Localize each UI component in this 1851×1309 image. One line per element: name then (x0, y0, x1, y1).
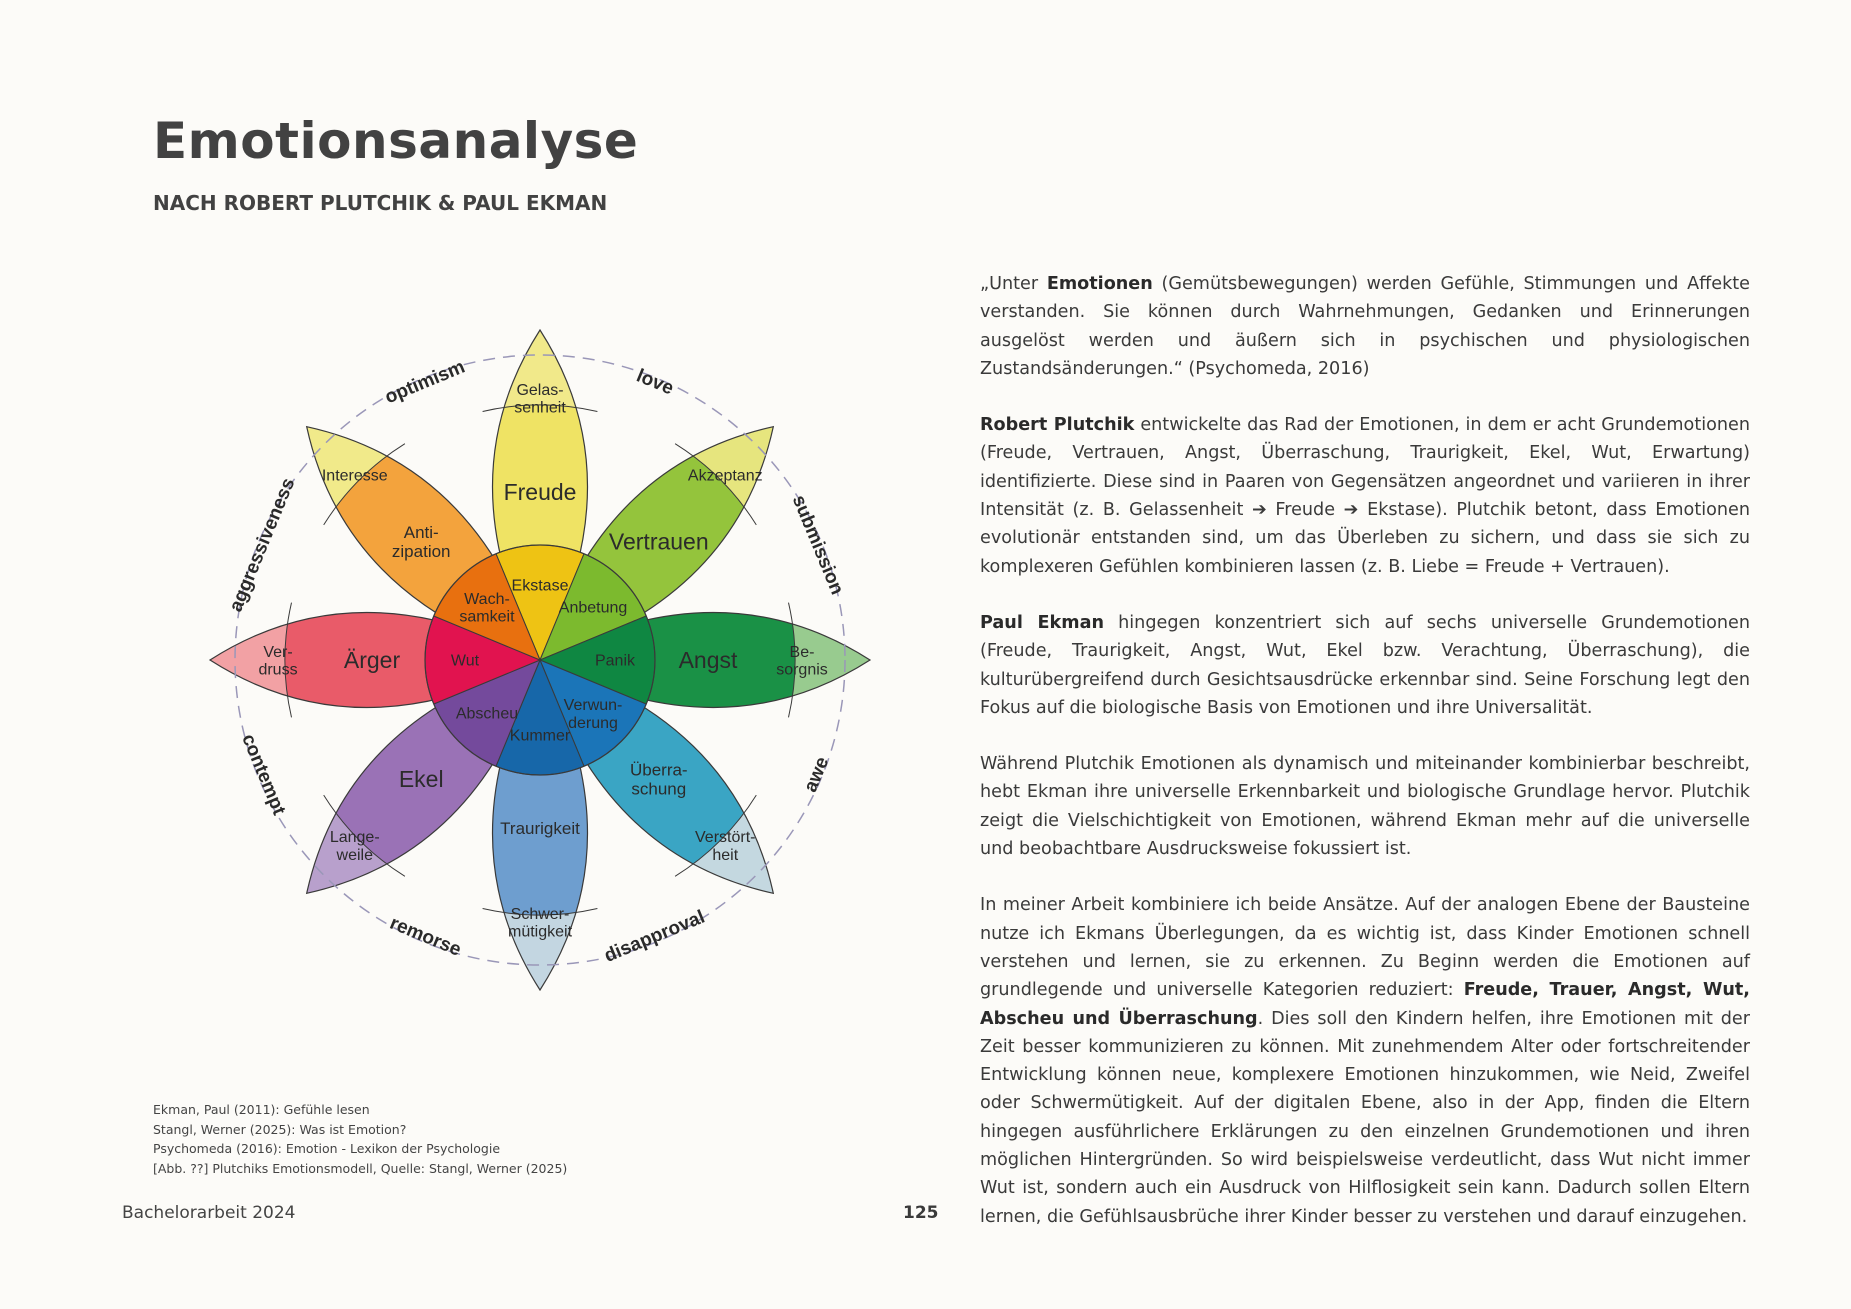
label-inner-right: Panik (594, 652, 636, 670)
dyad-label-optimism: optimism (381, 356, 469, 409)
text-run: hingegen konzentriert sich auf sechs universelle Grundemotionen (Freude, Traurigkeit, Angst, Wut, Ekel bzw. Verachtung, Überraschung), die kulturübergreifend durch Gesichtsausdrücke erkennbar sind. Seine Forschung legt den Fokus auf die biologische Basis von Emotionen und ihre Universalität. (980, 612, 1750, 718)
label-outer-bottom-right: Verstört-heit (695, 829, 756, 864)
label-mid-left: Ärger (343, 647, 401, 674)
label-outer-bottom: Schwer-mütigkeit (507, 905, 573, 941)
dyad-label-disapproval: disapproval (601, 906, 708, 967)
dyad-label-awe: awe (800, 754, 834, 796)
dyad-label-love: love (633, 365, 677, 400)
label-outer-top-left: Interesse (321, 467, 388, 485)
body-text (980, 270, 1750, 1259)
dyad-label-aggressiveness: aggressiveness (225, 475, 300, 615)
text-run: Während Plutchik Emotionen als dynamisch und miteinander kombinierbar beschreibt, hebt Ekman ihre universelle Erkennbarkeit und biologische Grundlage hervor. Plutchik zeigt die Vielschichtigkeit von Emotionen, während Ekman mehr auf die universelle und beobachtbare Ausdrucksweise fokussiert ist. (980, 754, 1750, 860)
label-inner-top-right: Anbetung (558, 599, 628, 617)
label-outer-left: Ver-druss (258, 643, 298, 679)
bold-text: Paul Ekman (980, 612, 1104, 633)
label-inner-bottom: Kummer (509, 727, 571, 745)
page-title: Emotionsanalyse (153, 112, 639, 170)
label-inner-top-left: Wach-samkeit (459, 590, 515, 626)
label-mid-bottom: Traurigkeit (500, 818, 580, 838)
paragraph (980, 411, 1750, 581)
paragraph (980, 750, 1750, 863)
label-inner-bottom-left: Abscheu (455, 705, 519, 723)
label-outer-top: Gelas-senheit (514, 381, 566, 417)
label-mid-right: Angst (678, 647, 738, 674)
label-mid-bottom-right: Überra-schung (629, 760, 688, 799)
text-run: In meiner Arbeit kombiniere ich beide Ansätze. Auf der analogen Ebene der Bausteine nutze ich Ekmans Überlegungen, da es wichtig ist, dass Kinder Emotionen schnell verstehen und lernen, sie zu erkennen. Zu Beginn werden die Emotionen auf grundlegende und universelle Kategorien reduziert: (980, 895, 1750, 1001)
label-mid-top-left: Anti-zipation (391, 522, 451, 561)
paragraph (980, 891, 1750, 1231)
footer-title: Bachelorarbeit 2024 (122, 1203, 296, 1223)
paragraph (980, 270, 1750, 383)
text-run: . Dies soll den Kindern helfen, ihre Emotionen mit der Zeit besser kommunizieren zu können. Mit zunehmendem Alter oder fortschreitender Entwicklung können neue, komplexere Emotionen hinzukommen, wie Neid, Zweifel oder Schwermütigkeit. Auf der digitalen Ebene, also in der App, finden die Eltern hingegen ausführlichere Erklärungen zu den einzelnen Grundemotionen und ihren möglichen Hintergründen. So wird beispielsweise verdeutlicht, dass Wut nicht immer Wut ist, sondern auch ein Ausdruck von Hilflosigkeit sein kann. Dadurch sollen Eltern lernen, die Gefühlsausbrüche ihrer Kinder besser zu verstehen und darauf einzugehen. (980, 1008, 1750, 1227)
dyad-label-submission: submission (787, 492, 848, 598)
reference-line: Ekman, Paul (2011): Gefühle lesen (153, 1102, 370, 1117)
label-inner-top: Ekstase (511, 577, 569, 595)
page-subtitle: NACH ROBERT PLUTCHIK & PAUL EKMAN (153, 191, 608, 215)
bold-text: Robert Plutchik (980, 415, 1135, 436)
paragraph (980, 609, 1750, 722)
label-outer-bottom-left: Lange-weile (329, 829, 380, 864)
text-run: „Unter (980, 274, 1047, 294)
references (153, 1100, 567, 1178)
page-number: 125 (903, 1203, 939, 1223)
bold-text: Freude, Trauer, Angst, Wut, Abscheu und Überraschung (980, 980, 1750, 1029)
plutchik-emotion-wheel (150, 275, 930, 1050)
reference-line: Psychomeda (2016): Emotion - Lexikon der Psychologie (153, 1141, 501, 1156)
label-mid-top-right: Vertrauen (608, 528, 709, 555)
label-mid-bottom-left: Ekel (398, 765, 444, 792)
text-run: (Gemütsbewegungen) werden Gefühle, Stimmungen und Affekte verstanden. Sie können durch Wahrnehmungen, Gedanken und Erinnerungen ausgelöst werden und äußern sich in psychischen und physiologischen Zustandsänderungen.“ (Psychomeda, 2016) (980, 274, 1750, 379)
label-inner-left: Wut (450, 652, 480, 670)
bold-text: Emotionen (1046, 274, 1153, 294)
label-mid-top: Freude (503, 479, 577, 506)
label-inner-bottom-right: Verwun-derung (563, 696, 623, 732)
dyad-label-contempt: contempt (237, 731, 290, 819)
label-outer-top-right: Akzeptanz (687, 467, 763, 485)
label-outer-right: Be-sorgnis (776, 643, 828, 679)
dyad-label-remorse: remorse (386, 912, 465, 961)
figure-caption: [Abb. ??] Plutchiks Emotionsmodell, Quelle: Stangl, Werner (2025) (153, 1160, 568, 1176)
text-run: entwickelte das Rad der Emotionen, in dem er acht Grundemotionen (Freude, Vertrauen, Angst, Überraschung, Traurigkeit, Ekel, Wut, Erwartung) identifizierte. Diese sind in Paaren von Gegensätzen angeordnet und variieren in ihrer Intensität (z. B. Gelassenheit ➔ Freude ➔ Ekstase). Plutchik betont, dass Emotionen evolutionär entstanden sind, um das Überleben zu sichern, und dass sie sich zu komplexeren Gefühlen kombinieren lassen (z. B. Liebe = Freude + Vertrauen). (980, 415, 1750, 577)
reference-line: Stangl, Werner (2025): Was ist Emotion? (153, 1121, 407, 1137)
